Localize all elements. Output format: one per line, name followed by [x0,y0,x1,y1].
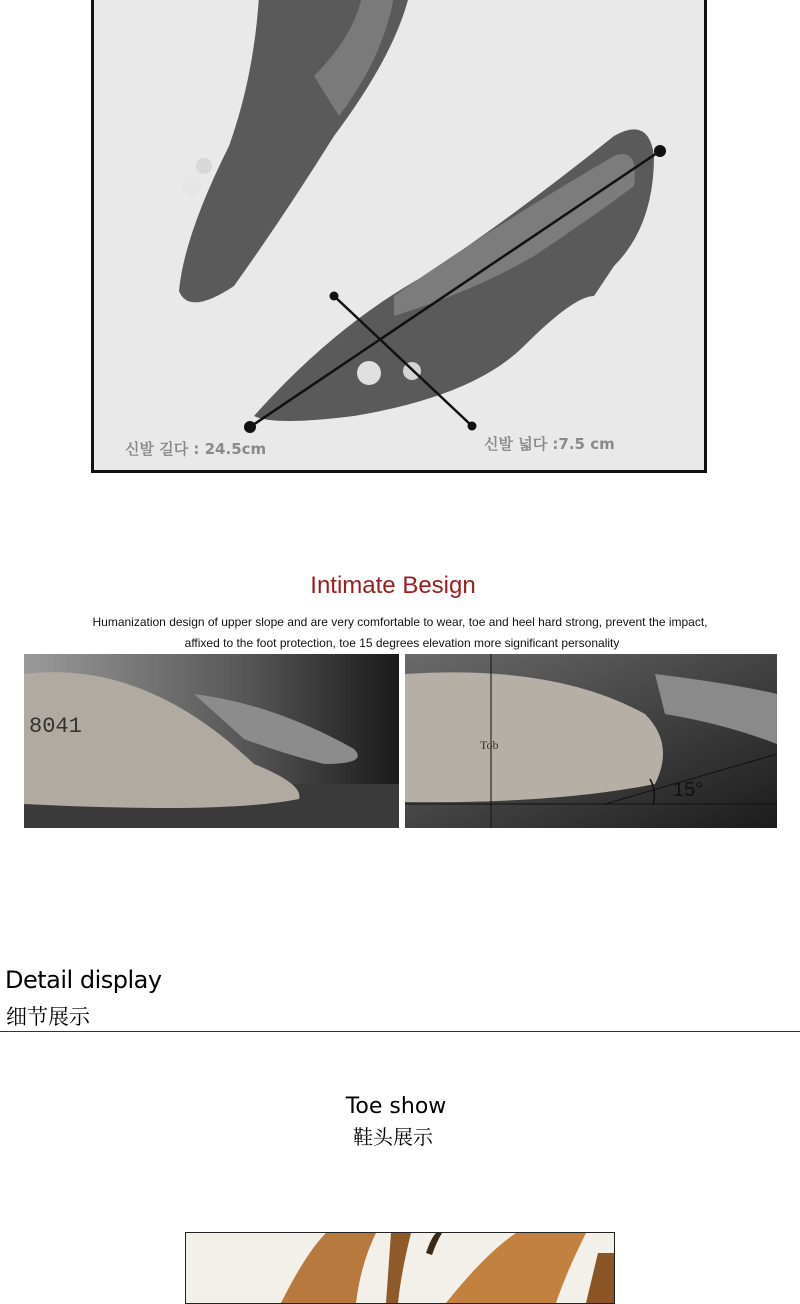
shoe-last-photo-right [405,654,777,828]
shoe-width-label: 신발 넓다 :7.5 cm [484,435,615,453]
section-divider [0,1031,800,1032]
pearl-ornament [196,158,212,174]
pearl-ornament-front [357,361,381,385]
toe-title-cn: 鞋头展示 [353,1125,433,1149]
shoe-measurement-graphic [94,0,704,470]
shoe-length-label: 신발 길다 : 24.5cm [125,440,267,458]
description-line-1: Humanization design of upper slope and are very comfortable to wear, toe and heel hard strong, prevent the impact, [92,615,708,629]
detail-title-en: Detail display [5,966,162,994]
detail-title-cn: 细节展示 [6,1005,90,1029]
description-line-2: affixed to the foot protection, toe 15 degrees elevation more significant personality [184,636,620,650]
last-mark: Tob [480,738,499,752]
measurement-image [91,0,707,473]
last-number-mark: 8041 [29,714,82,739]
shoe-last-photo-left [24,654,399,828]
section-title: Intimate Besign [310,572,476,599]
angle-label: 15° [673,779,704,801]
toe-photo [185,1232,615,1304]
toe-title-en: Toe show [345,1094,447,1119]
